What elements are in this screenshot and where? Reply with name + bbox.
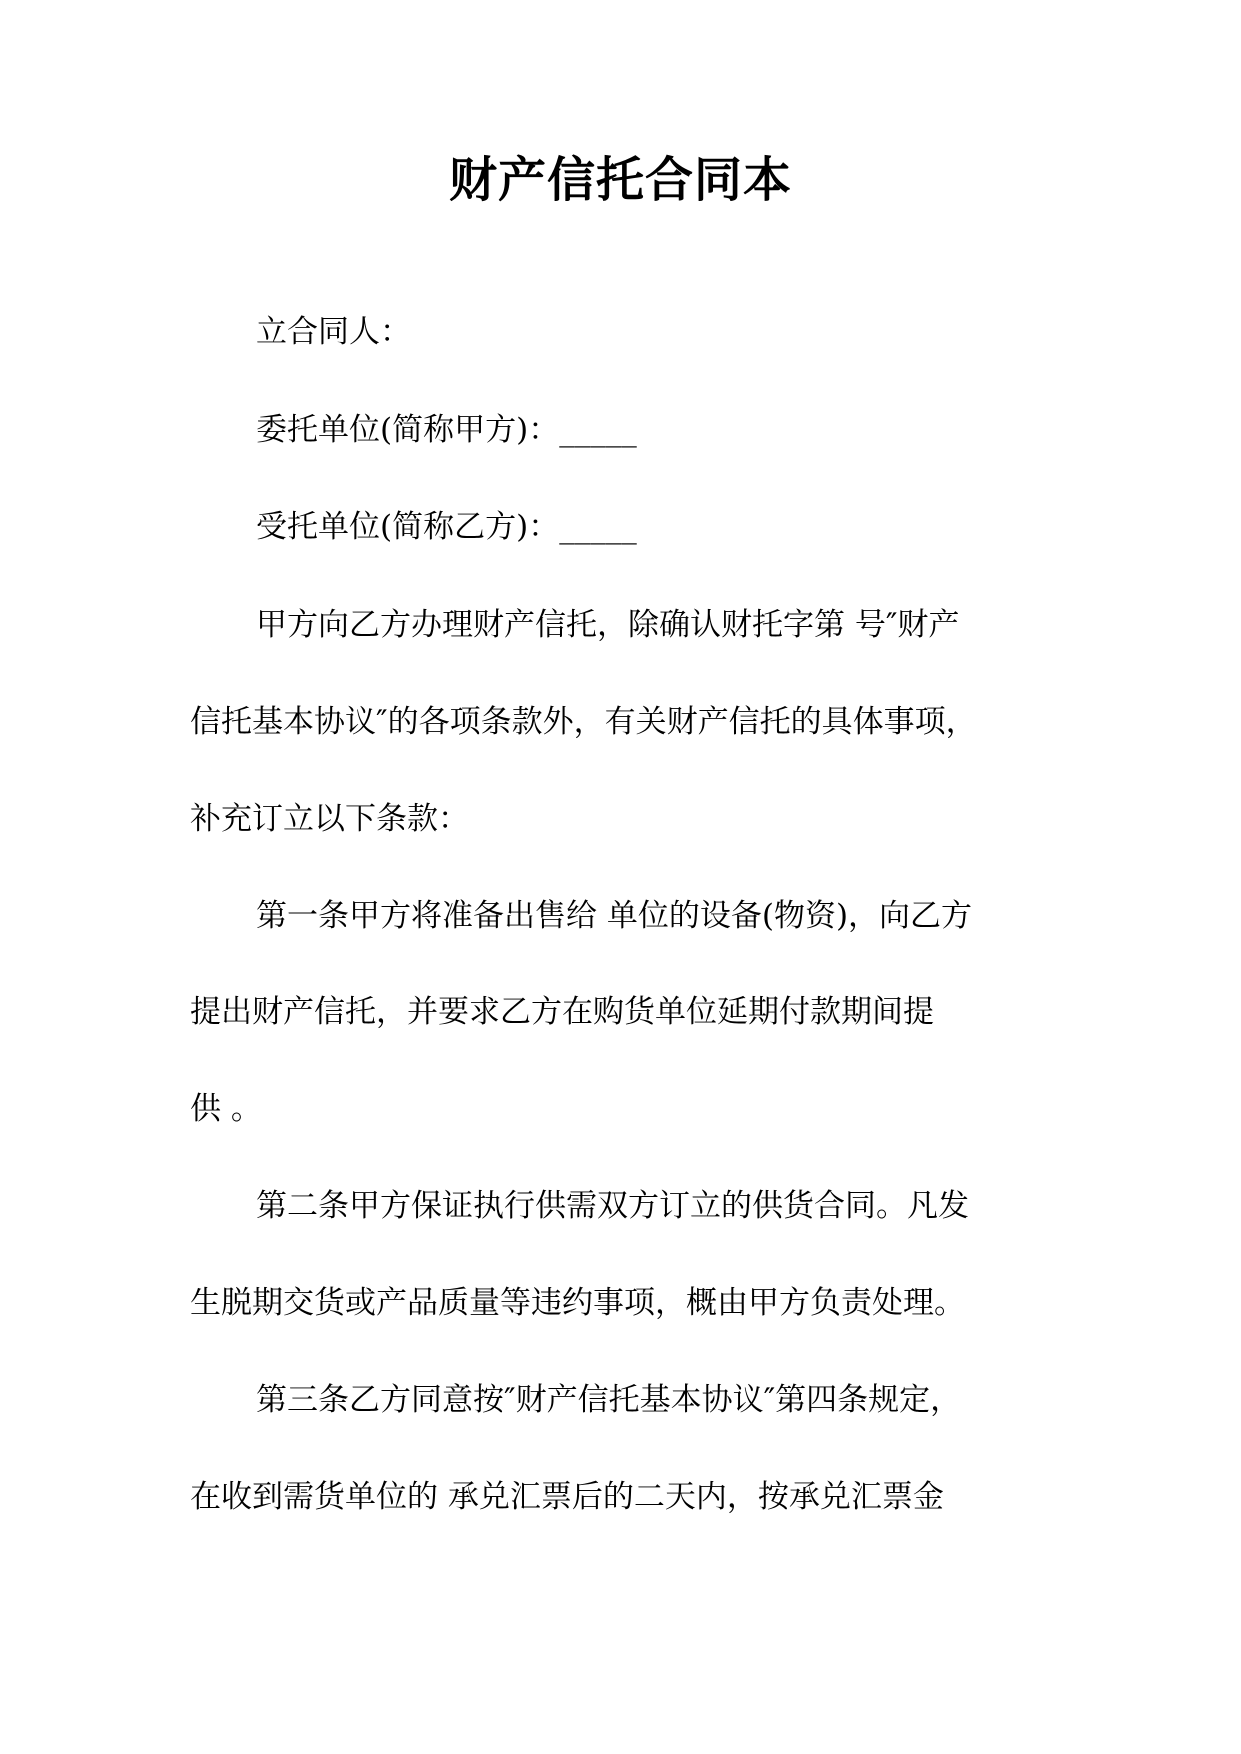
article-3-line-2: 在收到需货单位的 承兑汇票后的二天内，按承兑汇票金 xyxy=(190,1479,944,1515)
article-2-line-2: 生脱期交货或产品质量等违约事项，概由甲方负责处理。 xyxy=(190,1285,965,1321)
article-3-line-1: 第三条乙方同意按″财产信托基本协议″第四条规定， xyxy=(256,1382,962,1418)
article-2-line-1: 第二条甲方保证执行供需双方订立的供货合同。凡发 xyxy=(256,1188,969,1224)
article-1-line-3: 供 。 xyxy=(190,1091,262,1127)
intro-paragraph-line-2: 信托基本协议″的各项条款外，有关财产信托的具体事项， xyxy=(190,704,977,740)
party-a-line: 委托单位(简称甲方)：_____ xyxy=(256,412,637,448)
article-1-line-1: 第一条甲方将准备出售给 单位的设备(物资)，向乙方 xyxy=(256,898,973,934)
intro-paragraph-line-3: 补充订立以下条款： xyxy=(190,801,469,837)
party-heading: 立合同人： xyxy=(256,314,411,350)
document-title: 财产信托合同本 xyxy=(448,152,792,208)
intro-paragraph-line-1: 甲方向乙方办理财产信托，除确认财托字第 号″财产 xyxy=(256,607,960,643)
article-1-line-2: 提出财产信托，并要求乙方在购货单位延期付款期间提 xyxy=(190,994,934,1030)
party-b-line: 受托单位(简称乙方)：_____ xyxy=(256,509,637,545)
